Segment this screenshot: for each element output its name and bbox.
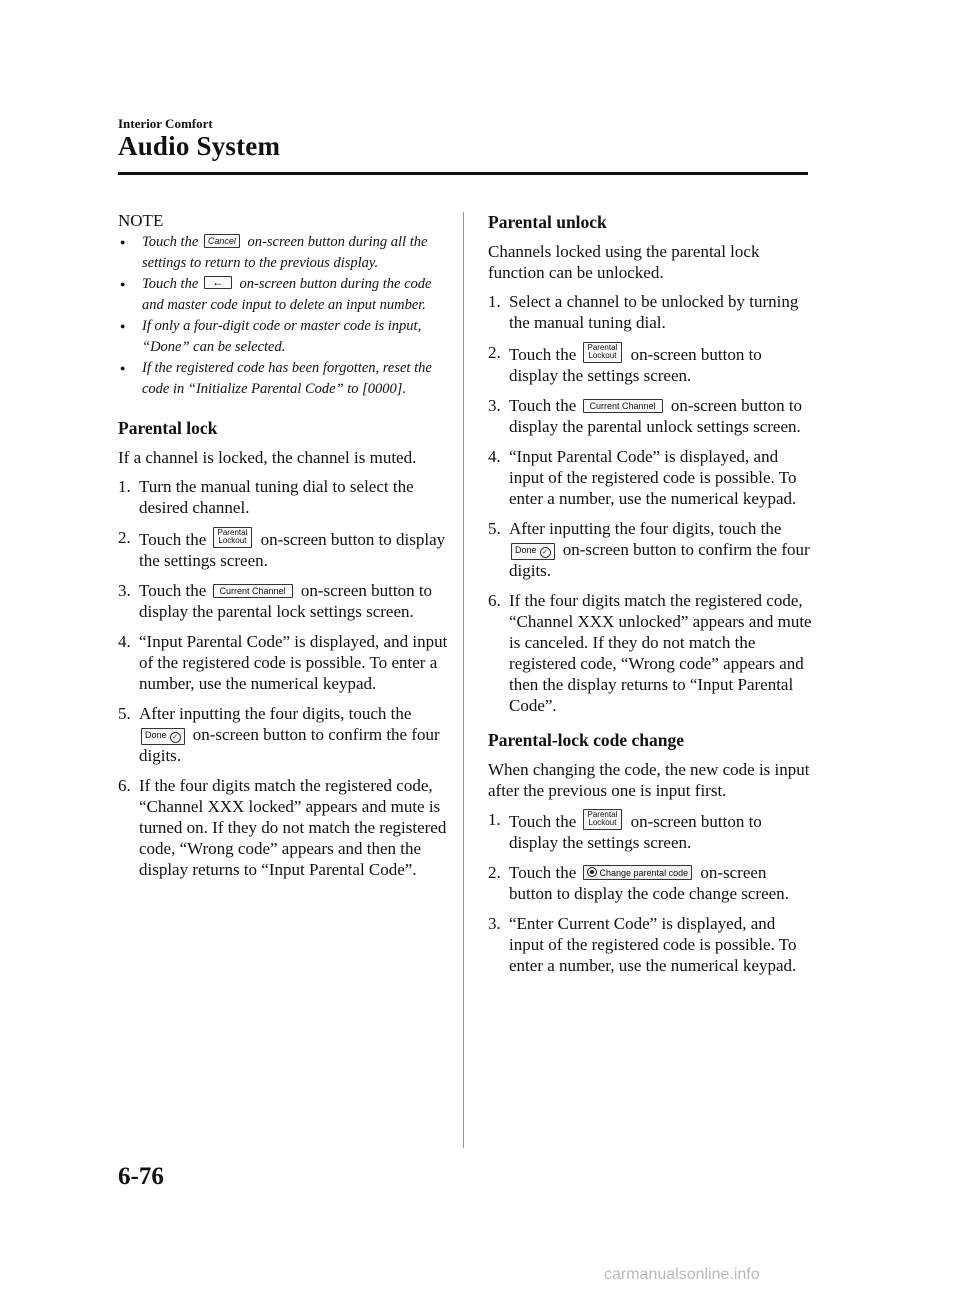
parental-lock-intro: If a channel is locked, the channel is muted. <box>118 448 417 467</box>
step-text: “Input Parental Code” is displayed, and input of the registered code is possible. To enter a number, use the numerical keypad. <box>509 447 797 508</box>
parental-lockout-button-icon: Parental Lockout <box>213 527 253 548</box>
step-text: Touch the <box>509 863 577 882</box>
back-arrow-button-icon: ← <box>204 276 232 289</box>
step-item <box>488 342 813 386</box>
code-change-steps <box>488 809 813 976</box>
step-item <box>488 862 813 904</box>
step-text: “Enter Current Code” is displayed, and input of the registered code is possible. To enter a number, use the numerical keypad. <box>509 914 797 975</box>
parental-lock-heading: Parental lock <box>118 418 218 438</box>
step-number: 2. <box>488 343 501 362</box>
step-text: on-screen button to display the settings screen. <box>509 345 762 385</box>
step-text: Touch the <box>139 530 207 549</box>
note-text: If only a four-digit code or master code is input, “Done” can be selected. <box>142 318 422 355</box>
step-text: After inputting the four digits, touch the <box>139 704 412 723</box>
bullet-icon: ● <box>120 279 126 289</box>
parental-unlock-steps <box>488 291 813 716</box>
step-number: 1. <box>488 292 501 311</box>
step-text: on-screen button to display the settings screen. <box>509 812 762 852</box>
step-number: 6. <box>118 776 131 795</box>
column-divider <box>463 212 464 1148</box>
parental-unlock-intro: Channels locked using the parental lock function can be unlocked. <box>488 242 760 282</box>
step-number: 4. <box>488 447 501 466</box>
note-list <box>118 232 448 400</box>
change-parental-code-button-icon: Change parental code <box>583 865 693 880</box>
current-channel-button-icon: Current Channel <box>583 399 663 413</box>
right-column <box>488 210 813 985</box>
chapter-title: Audio System <box>118 131 281 161</box>
radio-dot-icon <box>587 867 597 877</box>
step-text: “Input Parental Code” is displayed, and input of the registered code is possible. To enter a number, use the numerical keypad. <box>139 632 448 693</box>
step-number: 1. <box>118 477 131 496</box>
step-number: 2. <box>488 863 501 882</box>
step-item <box>488 590 813 716</box>
step-number: 4. <box>118 632 131 651</box>
done-button-icon: Done ✓ <box>511 543 555 560</box>
step-item <box>488 446 813 509</box>
step-text: Turn the manual tuning dial to select the desired channel. <box>139 477 414 517</box>
step-item <box>118 775 448 880</box>
code-change-intro: When changing the code, the new code is input after the previous one is input first. <box>488 760 810 800</box>
step-number: 3. <box>118 581 131 600</box>
step-text: Touch the <box>509 396 577 415</box>
note-item <box>118 274 448 316</box>
step-text: Touch the <box>509 345 577 364</box>
step-number: 2. <box>118 528 131 547</box>
step-text: on-screen button to display the parental unlock settings screen. <box>509 396 803 436</box>
done-button-icon: Done ✓ <box>141 728 185 745</box>
parental-lockout-button-icon: Parental Lockout <box>583 342 623 363</box>
step-item <box>118 527 448 571</box>
note-item <box>118 358 448 400</box>
note-text: Touch the <box>142 276 199 292</box>
step-text: on-screen button to display the settings screen. <box>139 530 446 570</box>
step-number: 1. <box>488 810 501 829</box>
check-icon: ✓ <box>170 732 181 743</box>
step-item <box>118 631 448 694</box>
parental-lockout-button-icon: Parental Lockout <box>583 809 623 830</box>
note-heading: NOTE <box>118 211 164 230</box>
note-item <box>118 316 448 358</box>
step-item <box>488 291 813 333</box>
step-text: Touch the <box>509 812 577 831</box>
step-item <box>118 580 448 622</box>
bullet-icon: ● <box>120 363 126 373</box>
step-number: 6. <box>488 591 501 610</box>
note-item <box>118 232 448 274</box>
step-number: 5. <box>118 704 131 723</box>
watermark: carmanualsonline.info <box>604 1266 760 1283</box>
cancel-button-icon: Cancel <box>204 234 240 248</box>
step-number: 3. <box>488 396 501 415</box>
parental-lock-steps <box>118 476 448 880</box>
step-text: Touch the <box>139 581 207 600</box>
step-text: Select a channel to be unlocked by turning the manual tuning dial. <box>509 292 799 332</box>
step-item <box>488 913 813 976</box>
step-item <box>118 476 448 518</box>
step-text: on-screen button to confirm the four digits. <box>139 725 440 765</box>
current-channel-button-icon: Current Channel <box>213 584 293 598</box>
step-item <box>118 703 448 766</box>
note-text: Touch the <box>142 234 199 250</box>
section-label: Interior Comfort <box>118 116 213 131</box>
note-text: on-screen button during all the settings to return to the previous display. <box>142 234 428 271</box>
step-item <box>488 518 813 581</box>
title-rule <box>118 172 808 175</box>
note-text: If the registered code has been forgotten, reset the code in “Initialize Parental Code” to [0000]. <box>142 360 432 397</box>
parental-unlock-heading: Parental unlock <box>488 212 607 232</box>
step-number: 5. <box>488 519 501 538</box>
code-change-heading: Parental-lock code change <box>488 730 685 750</box>
page-number: 6-76 <box>118 1163 164 1190</box>
step-text: on-screen button to display the parental lock settings screen. <box>139 581 433 621</box>
step-text: on-screen button to display the code change screen. <box>509 863 789 903</box>
step-text: If the four digits match the registered code, “Channel XXX locked” appears and mute is turned on. If they do not match the registered code, “Wrong code” appears and then the display returns to “Input Parental Code”. <box>139 776 447 879</box>
step-text: on-screen button to confirm the four digits. <box>509 540 810 580</box>
bullet-icon: ● <box>120 237 126 247</box>
step-text: After inputting the four digits, touch the <box>509 519 782 538</box>
bullet-icon: ● <box>120 321 126 331</box>
check-icon: ✓ <box>540 547 551 558</box>
left-column <box>118 210 448 889</box>
step-text: If the four digits match the registered code, “Channel XXX unlocked” appears and mute is canceled. If they do not match the registered code, “Wrong code” appears and then the display returns to “Input Parental Code”. <box>509 591 812 715</box>
step-number: 3. <box>488 914 501 933</box>
step-item <box>488 395 813 437</box>
step-item <box>488 809 813 853</box>
note-text: on-screen button during the code and master code input to delete an input number. <box>142 276 432 313</box>
